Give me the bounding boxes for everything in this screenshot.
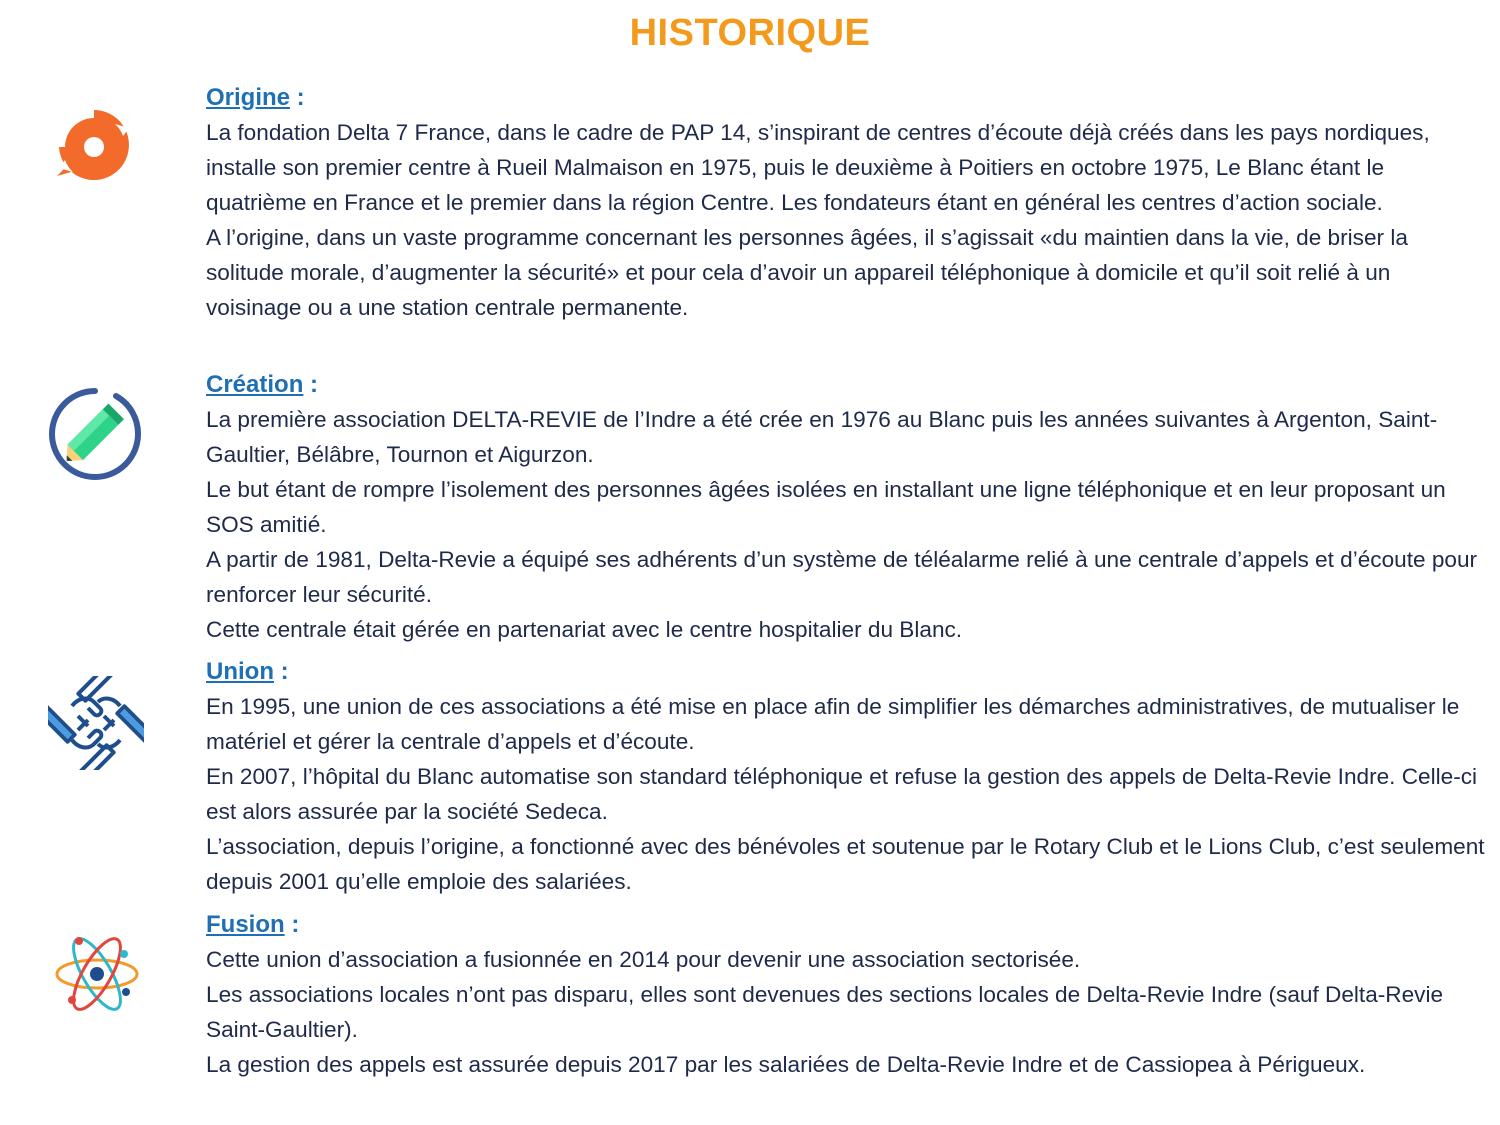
paragraph: La première association DELTA-REVIE de l’Indre a été crée en 1976 au Blanc puis les années suivantes à Argenton, Saint-Gaultier, Bélâbre, Tournon et Aigurzon. xyxy=(206,407,1438,467)
paragraph: La fondation Delta 7 France, dans le cadre de PAP 14, s’inspirant de centres d’écoute déjà créés dans les pays nordiques, installe son premier centre à Rueil Malmaison en 1975, puis le deuxième à Poitiers en octobre 1975, Le Blanc étant le quatrième en France et le premier dans la région Centre. Les fondateurs étant en général les centres d’action sociale. xyxy=(206,120,1430,215)
section-origine xyxy=(206,80,1486,325)
section-union xyxy=(206,654,1486,899)
section-heading xyxy=(206,907,1486,942)
section-heading xyxy=(206,80,1486,115)
page-title: HISTORIQUE xyxy=(629,12,871,54)
paragraph: En 2007, l’hôpital du Blanc automatise son standard téléphonique et refuse la gestion des appels de Delta-Revie Indre. Celle-ci est alors assurée par la société Sedeca. xyxy=(206,764,1478,824)
paragraph: A l’origine, dans un vaste programme concernant les personnes âgées, il s’agissait «du maintien dans la vie, de briser la solitude morale, d’augmenter la sécurité» et pour cela d’avoir un appareil téléphonique à domicile et qu’il soit relié à un voisinage ou a une station centrale permanente. xyxy=(206,225,1408,320)
heading-colon: : xyxy=(290,84,305,111)
heading-label[interactable]: Création xyxy=(206,371,304,398)
section-heading xyxy=(206,654,1486,689)
linked-hands-icon xyxy=(48,676,144,770)
paragraph: La gestion des appels est assurée depuis 2017 par les salariées de Delta-Revie Indre et de Cassiopea à Périgueux. xyxy=(206,1052,1366,1077)
heading-colon: : xyxy=(284,911,300,938)
atom-icon xyxy=(54,932,140,1016)
paragraph: Le but étant de rompre l’isolement des personnes âgées isolées en installant une ligne téléphonique et en leur proposant un SOS amitié. xyxy=(206,477,1446,537)
paragraph: Cette union d’association a fusionnée en 2014 pour devenir une association sectorisée. xyxy=(206,947,1081,972)
section-fusion xyxy=(206,907,1486,1082)
heading-label[interactable]: Origine xyxy=(206,84,291,111)
heading-colon: : xyxy=(303,371,319,398)
paragraph: A partir de 1981, Delta-Revie a équipé ses adhérents d’un système de téléalarme relié à une centrale d’appels et d’écoute pour renforcer leur sécurité. xyxy=(206,547,1478,607)
paragraph: En 1995, une union de ces associations a été mise en place afin de simplifier les démarches administratives, de mutualiser le matériel et gérer la centrale d’appels et d’écoute. xyxy=(206,694,1460,754)
origin-ring-icon xyxy=(57,106,131,190)
paragraph: Les associations locales n’ont pas disparu, elles sont devenues des sections locales de Delta-Revie Indre (sauf Delta-Revie Saint-Gaultier). xyxy=(206,982,1444,1042)
paragraph: Cette centrale était gérée en partenariat avec le centre hospitalier du Blanc. xyxy=(206,617,963,642)
heading-colon: : xyxy=(273,658,289,685)
paragraph: L’association, depuis l’origine, a fonctionné avec des bénévoles et soutenue par le Rotary Club et le Lions Club, c’est seulement depuis 2001 qu’elle emploie des salariées. xyxy=(206,834,1485,894)
heading-label[interactable]: Fusion xyxy=(206,911,285,938)
heading-label[interactable]: Union xyxy=(206,658,274,685)
pencil-circle-icon xyxy=(46,385,144,483)
section-heading xyxy=(206,367,1486,402)
section-creation xyxy=(206,367,1486,647)
